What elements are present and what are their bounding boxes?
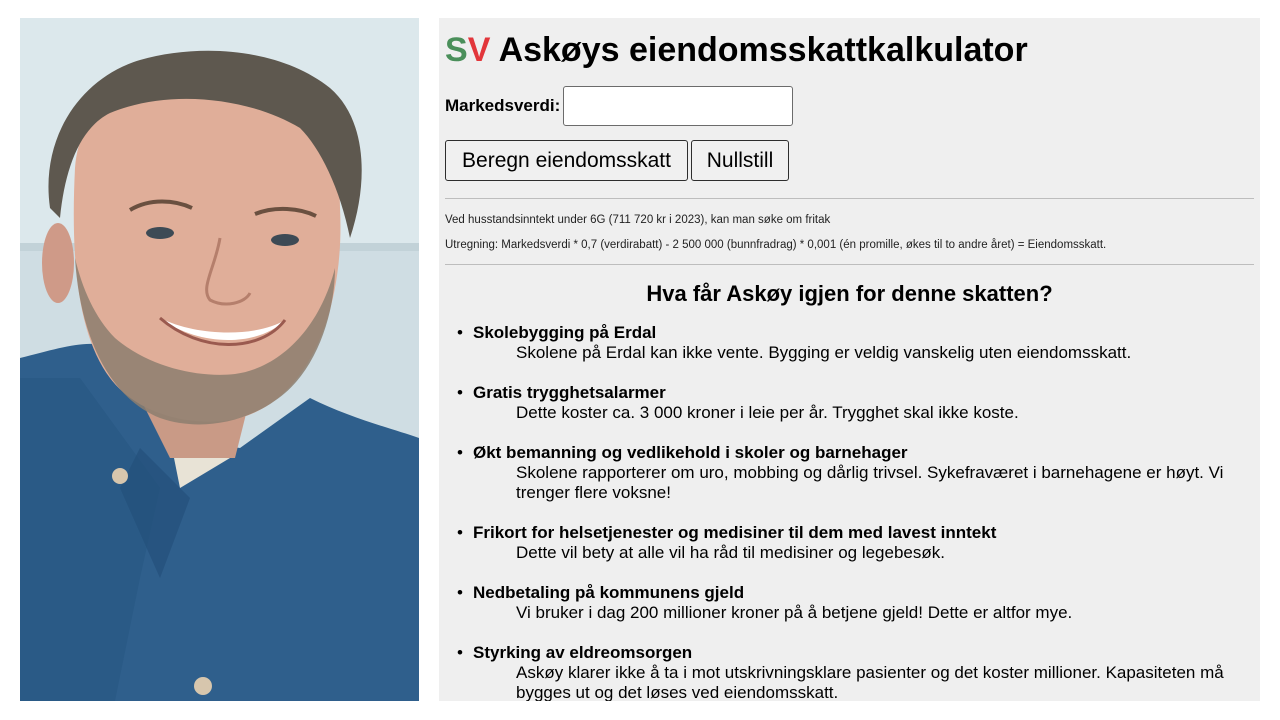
exemption-note: Ved husstandsinntekt under 6G (711 720 kr i 2023), kan man søke om fritak — [445, 214, 831, 226]
item-title: Skolebygging på Erdal — [473, 323, 657, 342]
benefits-heading: Hva får Askøy igjen for denne skatten? — [646, 281, 1053, 306]
bullet-icon: • — [457, 443, 463, 462]
logo-v: V — [467, 31, 491, 69]
list-item — [455, 643, 1245, 701]
item-title: Økt bemanning og vedlikehold i skoler og barnehager — [473, 443, 908, 462]
item-description: Dette koster ca. 3 000 kroner i leie per år. Trygghet skal ikke koste. — [516, 403, 1019, 422]
item-title: Gratis trygghetsalarmer — [473, 383, 666, 402]
portrait-illustration — [20, 18, 419, 701]
item-description: Dette vil bety at alle vil ha råd til medisiner og legebesøk. — [516, 543, 945, 562]
calculate-tax-button[interactable]: Beregn eiendomsskatt — [445, 140, 688, 181]
list-item — [455, 583, 1245, 623]
reset-button[interactable]: Nullstill — [691, 140, 789, 181]
portrait-photo — [20, 18, 419, 701]
item-description: Skolene på Erdal kan ikke vente. Bygging er veldig vanskelig uten eiendomsskatt. — [516, 343, 1132, 362]
bullet-icon: • — [457, 383, 463, 402]
divider — [445, 264, 1254, 265]
calculator-panel — [439, 18, 1260, 701]
bullet-icon: • — [457, 583, 463, 602]
item-title: Nedbetaling på kommunens gjeld — [473, 583, 745, 602]
item-description: Skolene rapporterer om uro, mobbing og dårlig trivsel. Sykefraværet i barnehagene er høyt. Vi trenger flere voksne! — [516, 463, 1224, 502]
market-value-label: Markedsverdi: — [445, 96, 561, 115]
list-item — [455, 323, 1245, 363]
action-buttons — [445, 140, 789, 181]
title-text: Askøys eiendomsskattkalkulator — [498, 31, 1028, 69]
bullet-icon: • — [457, 323, 463, 342]
item-description: Vi bruker i dag 200 millioner kroner på å betjene gjeld! Dette er altfor mye. — [516, 603, 1073, 622]
divider — [445, 198, 1254, 199]
logo-s: S — [445, 31, 468, 69]
market-value-row — [445, 86, 793, 126]
list-item — [455, 443, 1245, 503]
item-title: Styrking av eldreomsorgen — [473, 643, 693, 662]
benefits-list — [455, 323, 1245, 701]
market-value-input[interactable] — [563, 86, 793, 126]
list-item — [455, 383, 1245, 423]
bullet-icon: • — [457, 523, 463, 542]
list-item — [455, 523, 1245, 563]
bullet-icon: • — [457, 643, 463, 662]
item-title: Frikort for helsetjenester og medisiner til dem med lavest inntekt — [473, 523, 997, 542]
formula-note: Utregning: Markedsverdi * 0,7 (verdirabatt) - 2 500 000 (bunnfradrag) * 0,001 (én promille, økes til to andre året) = Eiendomsskatt. — [445, 239, 1107, 251]
page-title — [445, 30, 1028, 70]
item-description: Askøy klarer ikke å ta i mot utskrivningsklare pasienter og det koster millioner. Kapasiteten må bygges ut og det løses ved eiendomsskatt. — [516, 663, 1224, 701]
